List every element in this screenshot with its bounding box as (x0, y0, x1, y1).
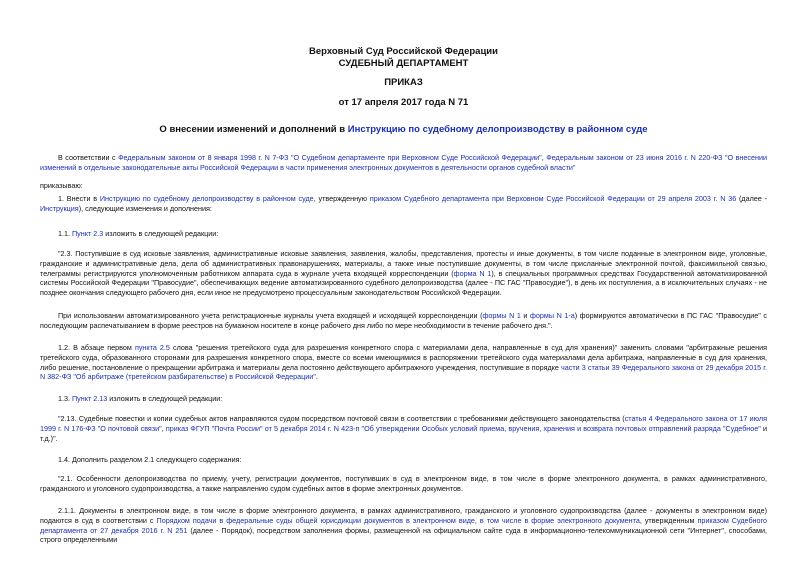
order-251-link[interactable]: приказом Судебного департамента от 27 декабря 2016 г. N 251 (40, 515, 767, 535)
law-link-220fz[interactable]: Федеральным законом от 23 июня 2016 г. N 220-ФЗ "О внесении изменений в отдельные законодательные акты Российской Федерации в части применения электронных документов в деятельности органов судебной власти" (40, 153, 767, 172)
text-segment: "2.13. Судебные повестки и копии судебных актов направляются судом посредством почтовой связи в соответствии с требованиями действующего законодательства ( (58, 414, 625, 423)
point-2-5-link[interactable]: пункта 2.5 (134, 343, 170, 352)
text-segment: ) формируются автоматически в ПС ГАС "Правосудие" с последующим распечатыванием в форме реестров на бумажном носителе в конце рабочего дня либо по мере необходимости в течение рабочего дня.". (40, 311, 767, 330)
text-segment: (далее - Порядок), посредством заполнения формы, размещенной на официальном сайте суда в информационно-телекоммуникационной сети "Интернет", способами, строго определенными (40, 525, 767, 545)
title-prefix: О внесении изменений и дополнений в (159, 124, 348, 135)
paragraph-section-2-1: "2.1. Особенности делопроизводства по приему, учету, регистрации документов, поступивших в суд в электронном виде, в том числе в форме электронного документа, в рамках административного, гражданского и уголовного судопроизводства, а также направлению судом судебных актов в форме электронных документов. (40, 474, 767, 493)
text-segment: ), следующие изменения и дополнения: (78, 203, 212, 213)
text-segment: изложить в следующей редакции: (103, 229, 219, 238)
form-1-link[interactable]: формы N 1 (482, 311, 521, 320)
document-date-number: от 17 апреля 2017 года N 71 (338, 97, 469, 108)
text-segment: и т.д.)". (40, 423, 767, 443)
text-segment: . (315, 372, 318, 382)
text-segment: и (520, 311, 530, 320)
paragraph-point-2-1-1 (40, 506, 767, 545)
text-segment: ), в специальных программных средствах Государственной автоматизированной системы Российской Федерации "Правосудие", обеспечивающих ведение автоматизированного судебного делопроизводства (далее - ПС ГАС "Правосудие"), в день их поступления, а в исключительных случаях - не позднее окончания следующего рабочего дня, если иное не предусмотрено процессуальным законодательством Российской Федерации. (40, 268, 767, 298)
law-link-7fz[interactable]: Федеральным законом от 8 января 1998 г. N 7-ФЗ "О Судебном департаменте при Верховном Суде Российской Федерации" (118, 153, 542, 162)
order-36-link[interactable]: приказом Судебного департамента при Верховном Суде Российской Федерации от 29 апреля 2003 г. N 36 (369, 194, 737, 203)
text-segment: изложить в следующей редакции: (107, 394, 223, 403)
paragraph-point-2-3 (40, 249, 767, 298)
text-segment: В соответствии с (58, 153, 119, 162)
paragraph-item-1-4: 1.4. Дополнить разделом 2.1 следующего содержания: (58, 455, 242, 464)
text-segment: , утвержденную (313, 194, 370, 203)
paragraph-auto-registration (40, 311, 767, 331)
text-segment: "2.3. Поступившие в суд исковые заявления, административные исковые заявления, заявления, жалобы, представления, протесты и иные документы, в том числе поданные в электронном виде, уголовные, гражданские и административные дела, дела об административных правонарушениях, материалы, а также иные поступившие документы, в том числе присланные электронной почтой, факсимильной связью, телеграммы регистрируются уполномоченным работником аппарата суда в журнале учета входящей корреспонденции ( (40, 249, 767, 278)
text-segment: слова "решения третейского суда для разрешения конкретного спора с материалами дела, направленные в суд для хранения)" заменить словами "арбитражные решения третейского суда, образованного сторонами для разрешения конкретного спора, вместе со всеми имеющимися в распоряжении третейского суда материалами дела арбитража, направленные в суд для хранения, либо решение, постановление о прекращении арбитража и материалы дела постоянно действующего арбитражного учреждения, поступившие в порядке (40, 343, 767, 372)
text-segment: 1.1. (58, 229, 72, 238)
paragraph-point-2-13 (40, 414, 767, 443)
department-name: СУДЕБНЫЙ ДЕПАРТАМЕНТ (338, 58, 469, 69)
paragraph-item-1-3 (40, 394, 767, 404)
text-segment: (далее - (736, 194, 767, 203)
text-segment: , (161, 423, 166, 433)
instruction-short-link[interactable]: Инструкция (40, 203, 79, 213)
instruction-link[interactable]: Инструкцию по судебному делопроизводству в районном суде (99, 194, 314, 203)
text-segment: , (541, 153, 547, 162)
text-segment: 1. Внести в (58, 194, 100, 203)
postal-law-link[interactable]: статья 4 Федерального закона от 17 июля 1999 г. N 176-ФЗ "О почтовой связи" (40, 414, 767, 433)
filing-procedure-link[interactable]: Порядком подачи в федеральные суды общей юрисдикции документов в электронном виде, в том числе в форме электронного документа (156, 515, 640, 525)
text-segment: 1.2. В абзаце первом (58, 343, 135, 352)
document-type: ПРИКАЗ (384, 77, 423, 88)
point-2-3-link[interactable]: Пункт 2.3 (72, 229, 104, 238)
paragraph-item-1-2 (40, 343, 767, 382)
text-segment: При использовании автоматизированного учета регистрационные журналы учета входящей и исходящей корреспонденции ( (58, 311, 483, 320)
arbitration-law-link[interactable]: части 3 статьи 39 Федерального закона от 29 декабря 2015 г. N 382-ФЗ "Об арбитраже (третейском разбирательстве) в Российской Федерации" (40, 362, 767, 382)
russian-post-order-link[interactable]: приказ ФГУП "Почта России" от 5 декабря 2014 г. N 423-п "Об утверждении Особых условий приема, вручения, хранения и возврата почтовых отправлений разряда "Судебное" (165, 423, 761, 433)
paragraph-item-1-1 (40, 229, 767, 239)
paragraph-item-1 (40, 194, 767, 214)
paragraph-preamble (40, 153, 767, 173)
form-1a-link[interactable]: формы N 1-а (529, 311, 575, 320)
text-segment: 2.1.1. Документы в электронном виде, в том числе в форме электронного документа, в рамках административного, гражданского и уголовного судопроизводства (далее - документы в электронном виде) подаются в суд в соответствии с (40, 506, 767, 525)
text-segment: , утвержденным (639, 515, 698, 525)
text-segment: 1.3. (58, 394, 72, 403)
point-2-13-link[interactable]: Пункт 2.13 (72, 394, 108, 403)
form-1-link[interactable]: форма N 1 (453, 268, 492, 278)
court-name: Верховный Суд Российской Федерации (309, 46, 498, 57)
title-instruction-link[interactable]: Инструкцию по судебному делопроизводству в районном суде (347, 124, 648, 135)
document-title (0, 124, 807, 135)
paragraph-order-word: приказываю: (40, 181, 83, 190)
